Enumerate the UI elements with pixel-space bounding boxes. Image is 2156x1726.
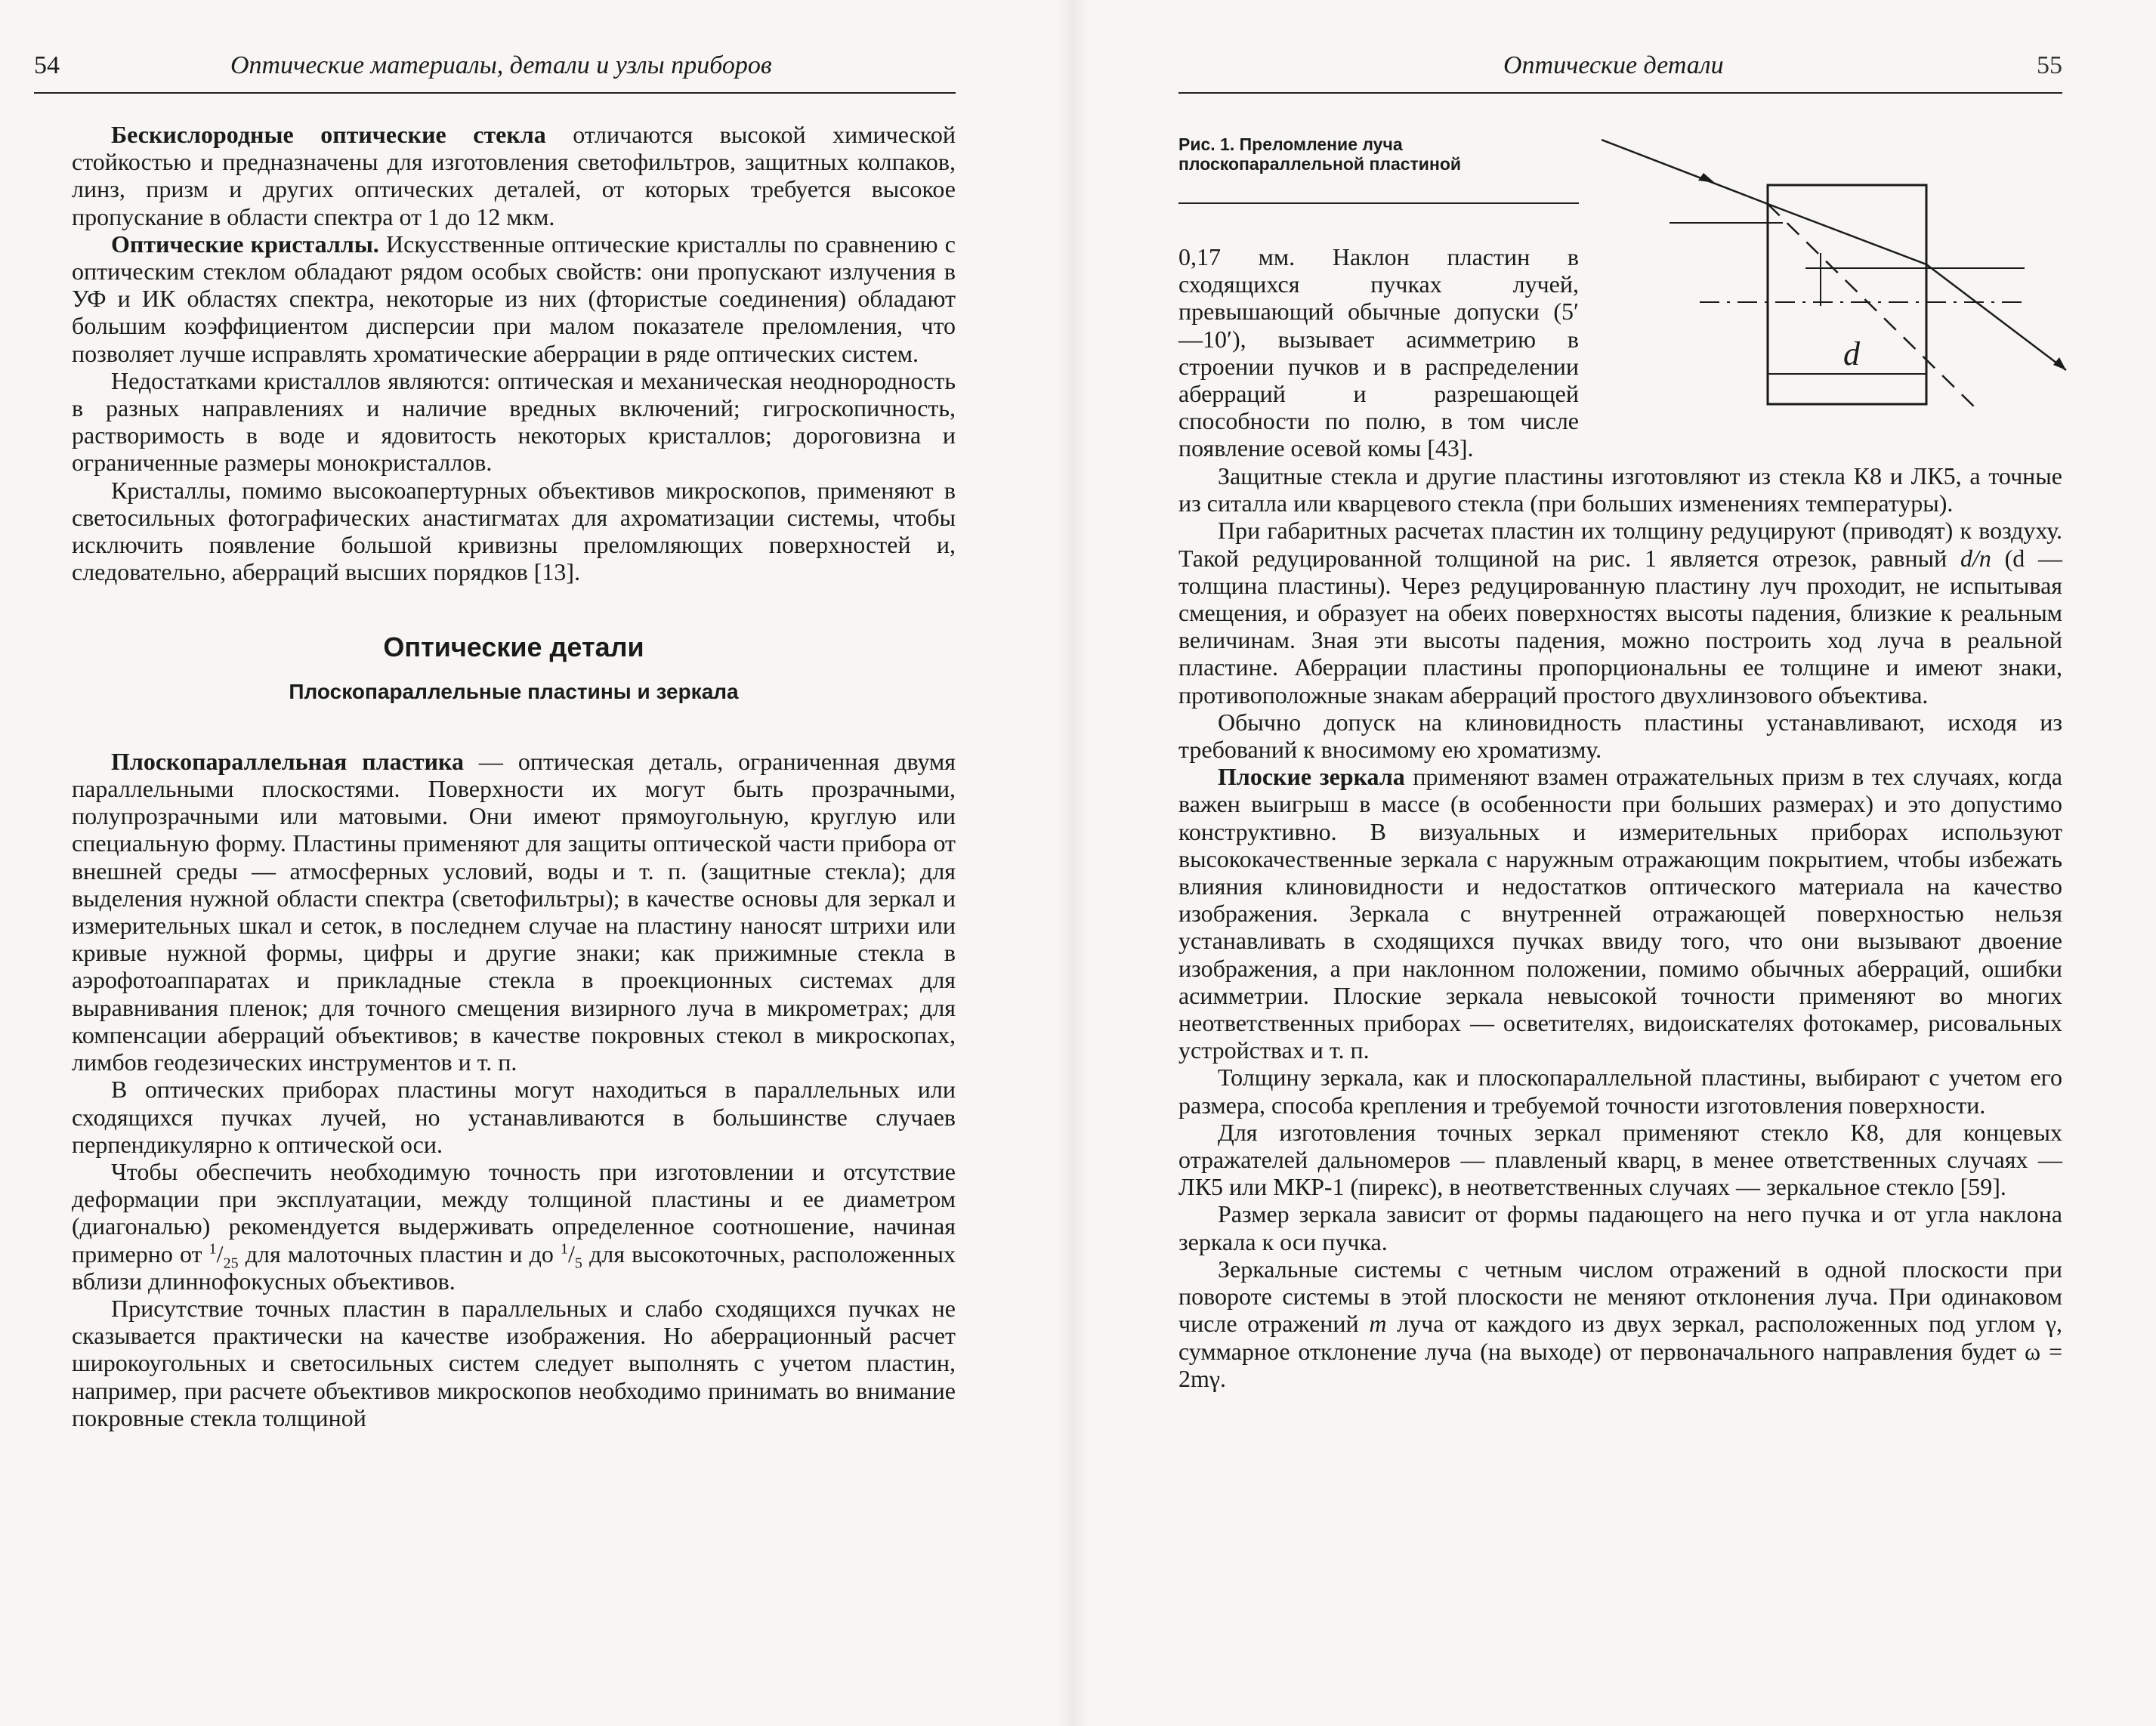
paragraph: Обычно допуск на клиновидность пластины устанавливают, исходя из требований к вносимому ею хроматизму. <box>1178 708 2062 764</box>
paragraph-text: Искусственные оптические кристаллы по сравнению с оптическим стеклом обладают рядом особых свойств: они пропускают излучения в УФ и ИК областях спектра, некоторые из них (фтористые соединения) обладают большим коэффициентом дисперсии при малом показателе преломления, что позволяет лучше исправлять хроматические аберрации в ряде оптических систем. <box>72 230 956 367</box>
section-heading: Оптические детали <box>383 631 644 663</box>
paragraph-text: Чтобы обеспечить необходимую точность при изготовлении и отсутствие деформации при эксплуатации, между толщиной пластины и ее диаметром (диагональю) рекомендуется выдерживать определенное соотношение, начиная примерно от <box>72 1157 956 1267</box>
left-page-number: 54 <box>34 51 60 79</box>
emergent-ray <box>1926 264 2066 370</box>
paragraph <box>72 121 956 230</box>
paragraph-text: — оптическая деталь, ограниченная двумя параллельными плоскостями. Поверхности их могут быть прозрачными, полупрозрачными или матовыми. Они имеют прямоугольную, круглую или специальную форму. Пластины применяют для защиты оптической части прибора от внешней среды — атмосферных условий, воды и т. п. (защитные стекла); для выделения нужной области спектра (светофильтры); в качестве основы для зеркал и измерительных шкал и сеток, в последнем случае на пластину наносят штрихи или кривые нужной формы, цифры и другие знаки; как прижимные стекла в аэрофотоаппаратах и прикладные стекла в проекционных системах для выравнивания пленок; для точного смещения визирного луча в микрометрах; для компенсации аберраций объективов; в качестве покровных стекол в микроскопах, лимбов геодезических инструментов и т. п. <box>72 747 956 1076</box>
right-page <box>1073 0 2156 1726</box>
paragraph: Для изготовления точных зеркал применяют стекло К8, для концевых отражателей дальномеров — плавленый кварц, в менее ответственных случаях — ЛК5 или МКР-1 (пирекс), в неответственных случаях — зеркальное стекло [59]. <box>1178 1118 2062 1201</box>
incident-arrow-icon <box>1698 173 1715 183</box>
term: Плоскопараллельная пластика <box>111 747 464 775</box>
paragraph: В оптических приборах пластины могут находиться в параллельных или сходящихся пучках лучей, но устанавливаются в большинстве случаев перпендикулярно к оптической оси. <box>72 1076 956 1158</box>
figure-wrap-text <box>1178 243 1579 462</box>
paragraph: Чтобы обеспечить необходимую точность при изготовлении и отсутствие деформации при эксплуатации, между толщиной пластины и ее диаметром (диагональю) рекомендуется выдерживать определенное соотношение, начиная примерно от $^1/_{25}$ для малоточных пластин и до $^1/_5$ для высокоточных, расположенных вблизи длиннофокусных объективов. <box>72 1157 956 1295</box>
caption-rule <box>1178 202 1579 204</box>
right-text-column <box>1178 462 2062 1392</box>
fraction-numerator: 1 <box>208 1240 217 1257</box>
refracted-ray <box>1768 204 1926 264</box>
paragraph-text: луча от каждого из двух зеркал, расположенных под углом γ, суммарное отклонение луча (на выходе) от первоначального направления будет ω = 2mγ. <box>1178 1310 2063 1392</box>
fraction-denominator: 25 <box>223 1254 239 1271</box>
paragraph-text: для малоточных пластин и до <box>238 1240 561 1267</box>
incident-ray <box>1602 140 1768 204</box>
paragraph <box>1178 763 2062 1064</box>
fraction-numerator: 1 <box>561 1240 569 1257</box>
formula: d/n <box>1960 544 1991 572</box>
plate-refraction-figure <box>1602 125 2070 434</box>
left-running-head <box>34 47 956 94</box>
paragraph: Размер зеркала зависит от формы падающего на него пучка и от угла наклона зеркала к оси пучка. <box>1178 1200 2062 1255</box>
left-running-title: Оптические материалы, детали и узлы приборов <box>230 51 772 79</box>
dimension-label: d <box>1843 335 1860 372</box>
paragraph: Недостатками кристаллов являются: оптическая и механическая неоднородность в разных направлениях и наличие вредных включений; гигроскопичность, растворимость в воде и ядовитость некоторых кристаллов; дороговизна и ограниченные размеры монокристаллов. <box>72 366 956 477</box>
fraction-denominator: 5 <box>574 1254 582 1271</box>
figure-caption: Рис. 1. Преломление луча плоскопараллельной пластиной <box>1178 134 1462 174</box>
right-running-head <box>1178 47 2062 94</box>
paragraph <box>1178 517 2062 708</box>
paragraph <box>72 230 956 367</box>
paragraph: Кристаллы, помимо высокоапертурных объективов микроскопов, применяют в светосильных фотографических анастигматах для ахроматизации системы, чтобы исключить появление большой кривизны преломляющих поверхностей и, следовательно, аберраций высших порядков [13]. <box>72 476 956 586</box>
paragraph-text: для высокоточных, расположенных вблизи длиннофокусных объективов. <box>72 1240 956 1295</box>
term: Плоские зеркала <box>1218 763 1405 791</box>
undeviated-ray <box>1768 204 1979 412</box>
paragraph-text: (d — толщина пластины). Через редуцированную пластину луч проходит, не испытывая смещения, и образует на обеих поверхностях высоты падения, близкие к реальным величинам. Зная эти высоты падения, можно построить ход луча в реальной пластине. Аберрации пластины пропорциональны ее толщине и имеют знаки, противоположные знакам аберраций простого двухлинзового объектива. <box>1178 544 2063 709</box>
paragraph <box>1178 1255 2062 1392</box>
formula: m <box>1369 1310 1387 1338</box>
term: Бескислородные оптические стекла <box>111 121 546 148</box>
paragraph-text: отличаются высокой химической стойкостью и предназначены для изготовления светофильтров, защитных колпаков, линз, призм и других оптических деталей, от которых требуется высокое пропускание в области спектра от 1 до 12 мкм. <box>72 121 956 230</box>
paragraph: 0,17 мм. Наклон пластин в сходящихся пучках лучей, превышающий обычные допуски (5′—10′), вызывает асимметрию в строении пучков и в распределении аберраций и разрешающей способности по полю, в том числе появление осевой комы [43]. <box>1178 243 1579 462</box>
emergent-arrow-icon <box>2053 357 2066 370</box>
left-page <box>0 0 1073 1726</box>
paragraph <box>72 748 956 1076</box>
paragraph: Защитные стекла и другие пластины изготовляют из стекла К8 и ЛК5, а точные из ситалла или кварцевого стекла (при больших изменениях температуры). <box>1178 462 2062 517</box>
term: Оптические кристаллы. <box>111 230 379 258</box>
right-running-title: Оптические детали <box>1503 51 1724 79</box>
paragraph: Толщину зеркала, как и плоскопараллельной пластины, выбирают с учетом его размера, способа крепления и требуемой точности изготовления поверхности. <box>1178 1064 2062 1119</box>
subsection-heading: Плоскопараллельные пластины и зеркала <box>289 679 739 703</box>
left-text-column <box>72 121 956 1431</box>
paragraph-text: Зеркальные системы с четным числом отражений в одной плоскости при повороте системы в этой плоскости не меняют отклонения луча. При одинаковом числе отражений <box>1178 1255 2062 1338</box>
right-page-number: 55 <box>2037 51 2062 79</box>
paragraph-text: применяют взамен отражательных призм в тех случаях, когда важен выигрыш в массе (в особенности при больших размерах) и это допустимо конструктивно. В визуальных и измерительных приборах используют высококачественные зеркала с наружным отражающим покрытием, чтобы избежать влияния клиновидности и недостатков оптического материала на качество изображения. Зеркала с внутренней отражающей поверхностью нельзя устанавливать в сходящихся пучках ввиду того, что они вызывают двоение изображения, а при наклонном положении, помимо обычных аберраций, ошибки асимметрии. Плоские зеркала невысокой точности применяют во многих неответственных приборах — осветителях, видоискателях фотокамер, рисовальных устройствах и т. п. <box>1178 763 2063 1064</box>
paragraph: Присутствие точных пластин в параллельных и слабо сходящихся пучках не сказывается практически на качестве изображения. Но аберрационный расчет широкоугольных и светосильных систем следует выполнять с учетом пластин, например, при расчете объективов микроскопов необходимо принимать во внимание покровные стекла толщиной <box>72 1294 956 1431</box>
paragraph-text: При габаритных расчетах пластин их толщину редуцируют (приводят) к воздуху. Такой редуцированной толщиной на рис. 1 является отрезок, равный <box>1178 517 2062 572</box>
